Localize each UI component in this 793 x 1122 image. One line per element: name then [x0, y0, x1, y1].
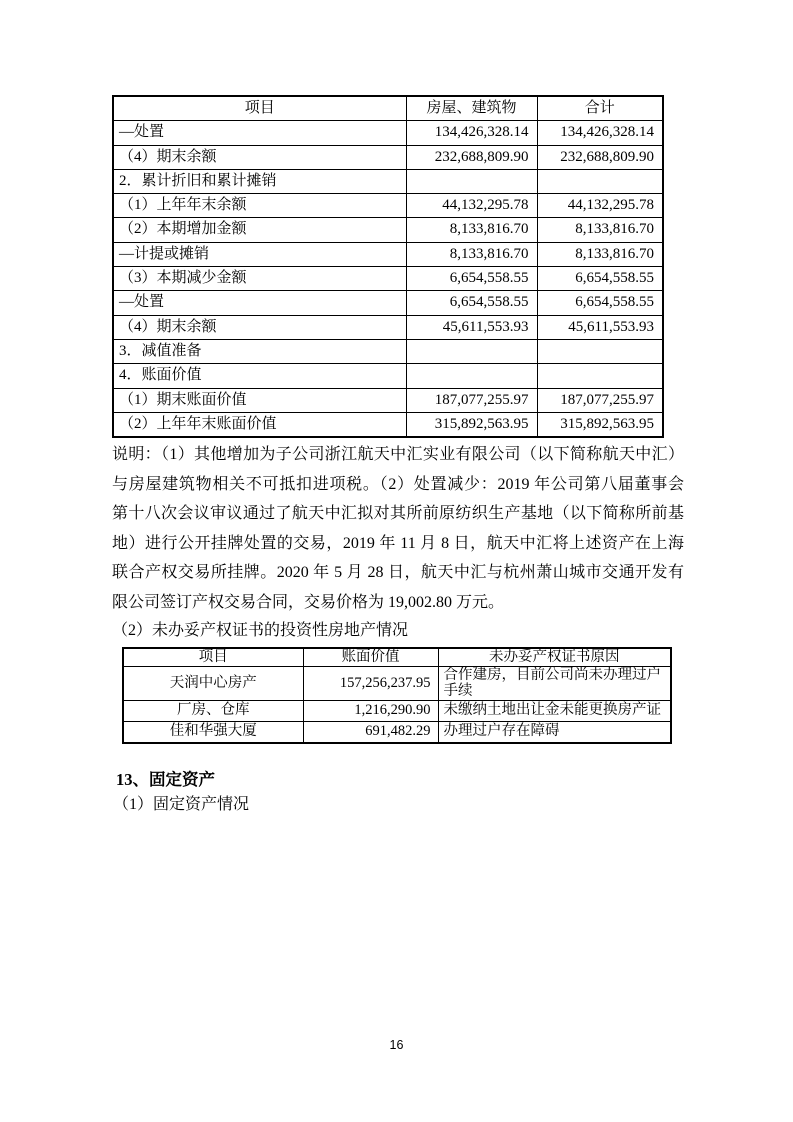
- table-row: [113, 412, 663, 437]
- table-header-row: [123, 648, 671, 667]
- total-value: [537, 339, 663, 363]
- header-total: 合计: [537, 96, 663, 121]
- buildings-value: 134,426,328.14: [406, 121, 537, 145]
- row-label: 3．减值准备: [113, 339, 406, 363]
- note-line: 限公司签订产权交易合同，交易价格为 19,002.80 万元。: [112, 593, 505, 611]
- table-row: [113, 145, 663, 169]
- total-value: 6,654,558.55: [537, 267, 663, 291]
- buildings-value: 6,654,558.55: [406, 267, 537, 291]
- row-label: —处置: [113, 291, 406, 315]
- table-row: [113, 218, 663, 242]
- reason-text: 未缴纳土地出让金未能更换房产证: [438, 701, 671, 722]
- table-row: [123, 701, 671, 722]
- total-value: 8,133,816.70: [537, 218, 663, 242]
- buildings-value: 44,132,295.78: [406, 194, 537, 218]
- table-row: [113, 121, 663, 145]
- buildings-value: [406, 169, 537, 193]
- total-value: 45,611,553.93: [537, 315, 663, 339]
- note-paragraph: [112, 440, 684, 617]
- buildings-value: 6,654,558.55: [406, 291, 537, 315]
- total-value: [537, 169, 663, 193]
- table-row: [113, 169, 663, 193]
- row-label: —计提或摊销: [113, 242, 406, 266]
- row-label: （4）期末余额: [113, 315, 406, 339]
- buildings-value: [406, 364, 537, 388]
- row-label: （2）上年年末账面价值: [113, 412, 406, 437]
- row-label: （1）上年年末余额: [113, 194, 406, 218]
- buildings-value: 315,892,563.95: [406, 412, 537, 437]
- row-label: —处置: [113, 121, 406, 145]
- buildings-value: 232,688,809.90: [406, 145, 537, 169]
- note-line: 说明：（1）其他增加为子公司浙江航天中汇实业有限公司（以下简称航天中汇）: [112, 446, 684, 463]
- table-row: [113, 267, 663, 291]
- total-value: 134,426,328.14: [537, 121, 663, 145]
- buildings-value: 8,133,816.70: [406, 242, 537, 266]
- reason-text: 办理过户存在障碍: [438, 722, 671, 744]
- reason-text: 合作建房，目前公司尚未办理过户手续: [438, 667, 671, 701]
- total-value: 187,077,255.97: [537, 388, 663, 412]
- page-number: 16: [389, 1038, 404, 1052]
- row-label: 4．账面价值: [113, 364, 406, 388]
- table-row: [113, 194, 663, 218]
- table-row: [113, 315, 663, 339]
- buildings-value: [406, 339, 537, 363]
- buildings-value: 8,133,816.70: [406, 218, 537, 242]
- note-line: 与房屋建筑物相关不可抵扣进项税。（2）处置减少：2019 年公司第八届董事会: [112, 475, 684, 493]
- item-name: 厂房、仓库: [123, 701, 303, 722]
- row-label: （3）本期减少金额: [113, 267, 406, 291]
- total-value: 315,892,563.95: [537, 412, 663, 437]
- total-value: 8,133,816.70: [537, 242, 663, 266]
- note-line: 地）进行公开挂牌处置的交易，2019 年 11 月 8 日，航天中汇将上述资产在上海: [112, 534, 684, 552]
- row-label: （2）本期增加金额: [113, 218, 406, 242]
- header-item: 项目: [123, 648, 303, 667]
- book-value: 157,256,237.95: [303, 667, 438, 701]
- table-row: [123, 722, 671, 744]
- book-value: 1,216,290.90: [303, 701, 438, 722]
- table-row: [113, 339, 663, 363]
- table-row: [113, 364, 663, 388]
- row-label: （1）期末账面价值: [113, 388, 406, 412]
- section-13-heading: 13、固定资产: [116, 770, 215, 789]
- total-value: 6,654,558.55: [537, 291, 663, 315]
- item-name: 天润中心房产: [123, 667, 303, 701]
- note-line: 第十八次会议审议通过了航天中汇拟对其所前原纺织生产基地（以下简称所前基: [112, 505, 684, 522]
- section-13-subheading: （1）固定资产情况: [113, 796, 250, 813]
- book-value: 691,482.29: [303, 722, 438, 744]
- header-book-value: 账面价值: [303, 648, 438, 667]
- total-value: 232,688,809.90: [537, 145, 663, 169]
- table-header-row: [113, 96, 663, 121]
- header-buildings: 房屋、建筑物: [406, 96, 537, 121]
- header-item: 项目: [113, 96, 406, 121]
- row-label: 2．累计折旧和累计摊销: [113, 169, 406, 193]
- subheading-unregistered-property: （2）未办妥产权证书的投资性房地产情况: [112, 622, 409, 639]
- buildings-value: 187,077,255.97: [406, 388, 537, 412]
- row-label: （4）期末余额: [113, 145, 406, 169]
- item-name: 佳和华强大厦: [123, 722, 303, 744]
- header-reason: 未办妥产权证书原因: [438, 648, 671, 667]
- buildings-value: 45,611,553.93: [406, 315, 537, 339]
- table-row: [123, 667, 671, 701]
- table-row: [113, 291, 663, 315]
- note-line: 联合产权交易所挂牌。2020 年 5 月 28 日，航天中汇与杭州萧山城市交通开发有: [112, 564, 684, 581]
- total-value: 44,132,295.78: [537, 194, 663, 218]
- table-row: [113, 242, 663, 266]
- total-value: [537, 364, 663, 388]
- investment-property-table: [112, 95, 664, 438]
- table-row: [113, 388, 663, 412]
- unregistered-property-table: [122, 647, 672, 744]
